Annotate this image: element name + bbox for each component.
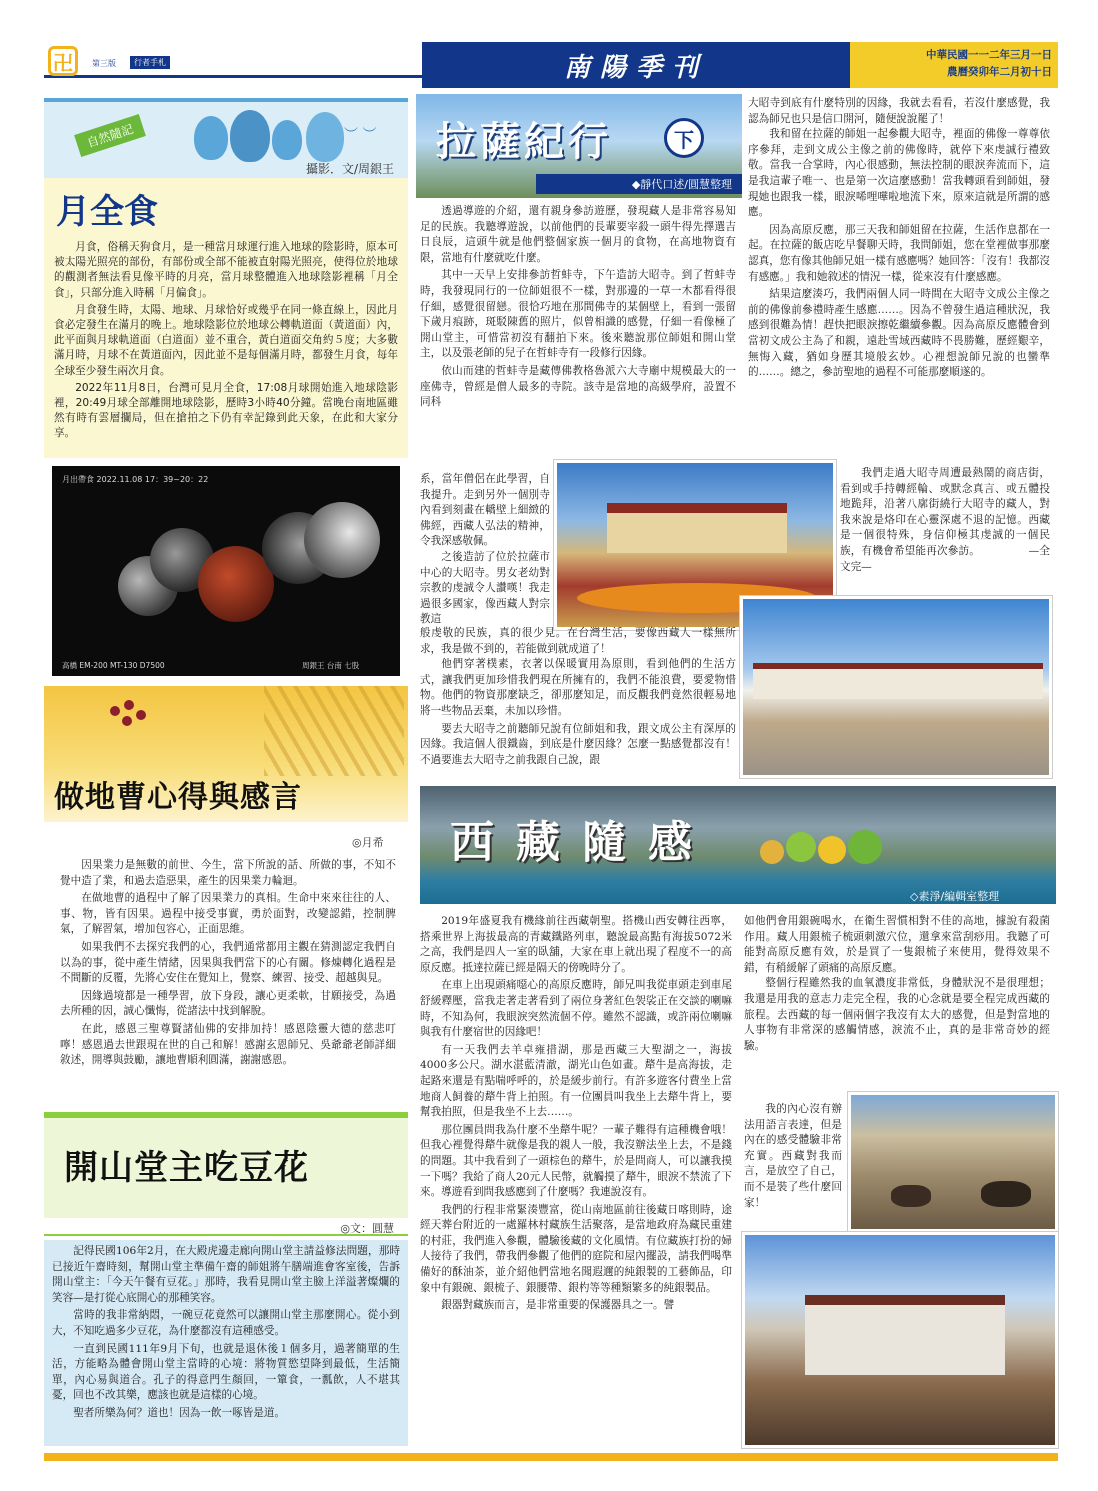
tibet-paragraph: 銀器對藏族而言，是非常重要的保護器具之一。譬 xyxy=(441,1299,675,1312)
yak-figure xyxy=(981,1181,1031,1207)
lhasa-paragraph: 大昭寺到底有什麼特別的因緣，我就去看看，若沒什麼感覺，我認為師兄也只是信口開河，隨便說說罷了！ xyxy=(748,97,1050,125)
tofu-paragraph: 一直到民國111年9月下旬，也就是退休後１個多月，過著簡單的生活，方能略為體會開山堂主當時的心境：將物質慾望降到最低，生活簡單，內心易與道合。孔子的得意門生顏回，一簞食，一瓢飲，人不堪其憂，回也不改其樂，應該也就是這樣的心境。 xyxy=(52,1342,400,1402)
tofu-title: 開山堂主吃豆花 xyxy=(64,1148,309,1188)
eclipse-photo-credit: 周銀王 台南 七股 xyxy=(302,661,360,670)
tibet-paragraph: 那位團員問我為什麼不坐犛牛呢？一輩子難得有這種機會哦！但我心裡覺得犛牛就像是我的親人一般，我沒辦法坐上去，不是錢的問題。其中我看到了一頭棕色的犛牛，於是問商人，可以讓我摸一下嗎？我給了商人20元人民幣，就觸摸了犛牛，眼淚不禁流了下來。導遊看到問我感應到了什麼嗎？我連說沒有。 xyxy=(420,1123,732,1199)
tree-icon xyxy=(230,110,270,162)
lunar-byline: 攝影．文/周銀王 xyxy=(306,162,395,176)
berry-icon xyxy=(136,710,146,720)
yak-figure xyxy=(891,1185,931,1207)
lhasa-part-badge: 下 xyxy=(664,118,704,158)
lhasa-paragraph: 結果這麼湊巧，我們兩個人同一時間在大昭寺文成公主像之前的佛像前參禮時產生感應……。因為不曾發生過這種狀況，我感到很難為情！趕快把眼淚擦乾繼續參觀。因為高原反應體會到當初文成公主為了和親，遠赴雪域西藏時不畏勝難，歷經艱辛，無悔入藏，猶如身歷其境般玄妙。心裡想說師兄說的也蠻準的……。總之，參訪聖地的過程不可能那麼順遂的。 xyxy=(748,288,1050,379)
tree-icon xyxy=(848,830,882,864)
tree-icon xyxy=(306,112,344,162)
lhasa-column-2 xyxy=(748,96,1050,383)
village-photo xyxy=(848,1092,1058,1232)
lhasa-column-1-wrap xyxy=(420,472,550,630)
lhasa-paragraph: 因為高原反應，那三天我和師姐留在拉薩，生活作息都在一起。在拉薩的飯店吃早餐聊天時，我問師姐，您在堂裡做事那麼認真，您有像其他師兄姐一樣有感應嗎？她回答：「沒有！我都沒有感應。」我和她敘述的情況一樣，從來沒有什麼感應。 xyxy=(748,223,1050,283)
masthead-date xyxy=(850,42,1058,88)
lhasa-paragraph: 我們走過大昭寺周遭最熱鬧的商店街，看到或手持轉經輪、或默念真言、或五體投地跪拜，沿著八廓街繞行大昭寺的藏人，對我來說是烙印在心靈深處不退的記憶。西藏是一個很特殊，身信仰極其虔誠的一個民族，有機會希望能再次參訪。 —全文完— xyxy=(840,467,1050,573)
eclipse-photo-equipment: 高橋 EM-200 MT-130 D7500 xyxy=(62,661,165,670)
reflection-paragraph: 在此，感恩三聖尊賢諸仙佛的安排加持！感恩陰靈大德的慈悲叮嚀！感恩過去世跟現在世的自己和解！感謝玄恩師兄、吳爺爺老師詳細敘述，開導與鼓勵，讓地曹順利圓滿，謝謝感恩。 xyxy=(60,1022,396,1067)
tibet-title: 西藏隨感 xyxy=(450,817,714,868)
lhasa-column-1 xyxy=(420,204,736,413)
birds-icon: ︶ ︶ xyxy=(344,127,377,143)
lhasa-title: 拉薩紀行 xyxy=(436,119,612,165)
berry-icon xyxy=(124,700,134,710)
berry-icon xyxy=(122,716,132,726)
swastika-logo-icon: 卍 xyxy=(48,46,78,76)
tree-icon xyxy=(760,840,784,864)
reflection-title: 做地曹心得與感言 xyxy=(54,780,302,815)
masthead-left xyxy=(44,42,422,78)
date-line-lunar: 農曆癸卯年二月初十日 xyxy=(947,66,1052,78)
lhasa-paragraph: 要去大昭寺之前聽師兄說有位師姐和我，跟文成公主有深厚的因緣。我這個人很鐵齒，到底是什麼因緣？怎麼一點感覺都沒有！不過要進去大昭寺之前我跟自己說，跟 xyxy=(420,722,736,766)
tree-icon xyxy=(786,832,816,862)
masthead xyxy=(44,42,1058,88)
lhasa-column-1-cont xyxy=(420,626,736,770)
tofu-banner xyxy=(44,1112,408,1218)
tofu-paragraph: 當時的我非常納悶，一碗豆花竟然可以讓開山堂主那麼開心。從小到大，不知吃過多少豆花，為什麼都沒有這種感受。 xyxy=(52,1309,400,1337)
tofu-body xyxy=(52,1244,400,1424)
eclipse-photo xyxy=(52,466,400,676)
tibet-paragraph: 有一天我們去羊卓雍措湖，那是西藏三大聖湖之一，海拔4000多公尺。湖水湛藍清澈，湖光山色如畫。犛牛是高海拔，走起路來還是有點喘呼呼的，於是緩步前行。有許多遊客付費坐上當地商人飼養的犛牛背上拍照。有一位團員叫我坐上去犛牛背上，要幫我拍照，但是我坐不上去……。 xyxy=(420,1043,732,1119)
lhasa-paragraph: 其中一天早上安排參訪哲蚌寺，下午造訪大昭寺。到了哲蚌寺時，我發現同行的一位師姐很不一樣，對那邊的一草一木都看得很仔細，感覺很留戀。很恰巧地在那間佛寺的某個壁上，看到一張留下歲月痕跡，斑駁陳舊的照片，似曾相識的感覺，仔細一看像極了開山堂主，可惜當初沒有翻拍下來。後來聽說那位師姐和開山堂主，以及張老師的兒子在哲蚌寺有一段修行因緣。 xyxy=(420,269,736,360)
tibet-paragraph: 在車上出現頭痛噁心的高原反應時，師兄叫我從車頭走到車尾舒緩釋壓，當我走著走著看到了兩位身著紅色袈裟正在交談的喇嘛時，不知為何，我眼淚突然流個不停。雖然不認識，或許兩位喇嘛與我有什麼宿世的因緣吧！ xyxy=(420,979,732,1039)
lhasa-column-2-end xyxy=(840,466,1050,577)
reflection-author: ◎月希 xyxy=(352,836,384,849)
date-line-gregorian: 中華民國一一二年三月一日 xyxy=(926,49,1052,61)
berry-icon xyxy=(110,706,120,716)
reflection-paragraph: 因果業力是無數的前世、今生，當下所說的話、所做的事，不知不覺中造了業，和過去造惡果，產生的因果業力輪迴。 xyxy=(60,859,396,887)
nature-notes-tag: 自然隨記 xyxy=(74,114,146,157)
reflection-banner xyxy=(44,686,408,822)
lhasa-paragraph: 之後造訪了位於拉薩市中心的大昭寺。男女老幼對宗教的虔誠令人讚嘆！我走過很多國家，像西藏人對宗教這 xyxy=(420,550,550,626)
reflection-paragraph: 在做地曹的過程中了解了因果業力的真相。生命中來來往往的人、事、物，皆有因果。過程中接受事實，勇於面對，改變認錯，控制脾氣，了解習氣，增加包容心，正面思維。 xyxy=(60,892,396,936)
reflection-body xyxy=(60,858,396,1071)
lhasa-byline: ◆靜代口述/圓慧整理 xyxy=(536,174,742,194)
bottom-border xyxy=(44,1453,1058,1461)
tibet-column-2-wrap xyxy=(744,1102,842,1213)
lhasa-paragraph: 依山而建的哲蚌寺是藏傳佛教格魯派六大寺廟中規模最大的一座佛寺，曾經是僧人最多的寺院。該寺是當地的高級學府，設置不同科 xyxy=(420,364,736,409)
lunar-eclipse-article xyxy=(44,98,408,458)
tree-icon xyxy=(272,120,302,160)
lunar-paragraph: 月食，俗稱天狗食月，是一種當月球運行進入地球的陰影時，原本可被太陽光照亮的部份，有部份或全部不能被直射陽光照亮，使得位於地球的觀測者無法看見像平時的月亮，當月球整體進入地球陰影裡稱「月全食」，只部分進入時稱「月偏食」。 xyxy=(54,241,398,299)
lhasa-paragraph: 他們穿著樸素，衣著以保暖實用為原則，看到他們的生活方式，讓我們更加珍惜我們現在所擁有的，我們不能浪費，要愛物惜物。他們的物資那麼缺乏，卻那麼知足，而反觀我們竟然很輕易地將一些物品丟棄，未加以珍惜。 xyxy=(420,658,736,717)
building-row xyxy=(753,663,1043,699)
tofu-paragraph: 記得民國106年2月，在大殿虎邊走廊向開山堂主請益修法問題，那時已接近午齋時刻，幫開山堂主準備午齋的師姐將午膳端進會客室後，告訴開山堂主：「今天午餐有豆花。」那時，我看見開山堂主臉上洋溢著燦爛的笑容—是打從心底開心的那種笑容。 xyxy=(52,1245,400,1304)
nature-notes-banner xyxy=(44,102,408,178)
edition-label: 第三版 xyxy=(92,59,116,68)
reflection-paragraph: 如果我們不去探究我們的心，我們通常都用主觀在猜測認定我們自以為的事，從中產生情緒，因果與我們當下的心有關。修煉轉化過程是不間斷的反覆，先將心安住在覺知上，覺察、練習、接受、超越與見。 xyxy=(60,940,396,985)
tibet-paragraph: 我的內心沒有辦法用語言表達，但是內在的感受體驗非常充實。西藏對我而言，是放空了自己，而不是裝了些什麼回家！ xyxy=(744,1103,842,1209)
tree-icon xyxy=(818,836,846,864)
moon-phase-icon xyxy=(304,502,380,578)
tibet-byline: ◇素淨/編輯室整理 xyxy=(910,890,1000,903)
temple-building xyxy=(607,503,787,553)
tibet-column-1 xyxy=(420,914,732,1316)
lhasa-paragraph: 系，當年僧侶在此學習，自我提升。走到另外一個別寺內看到刻畫在轎壁上細緻的佛經，西藏人弘法的精神，令我深感敬佩。 xyxy=(420,473,550,548)
lunar-body xyxy=(54,240,398,444)
tibetan-house-photo xyxy=(742,1232,1058,1448)
tibet-paragraph: 如他們會用銀碗喝水，在衛生習慣相對不佳的高地，據說有殺菌作用。藏人用銀梳子梳頭刺激穴位，還拿來當刮痧用。我聽了可能對高原反應有效，於是買了一隻銀梳子來使用，覺得效果不錯，有稍緩解了頭痛的高原反應。 xyxy=(744,915,1050,974)
tree-icon xyxy=(194,116,228,160)
tofu-paragraph: 聖者所樂為何？道也！因為一飲一啄皆是道。 xyxy=(73,1406,286,1419)
lhasa-banner xyxy=(416,94,742,198)
eclipse-photo-caption: 月出帶食 2022.11.08 17：39~20：22 xyxy=(62,475,209,484)
tofu-body-box xyxy=(44,1240,408,1446)
lhasa-paragraph: 般虔敬的民族，真的很少見。在台灣生活，要像西藏人一樣無所求，我是做不到的，若能做到就成道了！ xyxy=(420,627,736,655)
lunar-paragraph: 月食發生時，太陽、地球、月球恰好或幾乎在同一條直線上，因此月食必定發生在滿月的晚上。地球陰影位於地球公轉軌道面（黃道面）內，此平面與月球軌道面（白道面）並不重合，黃白道面交角約５度；大多數滿月時，月球不在黃道面內，因此並不是每個滿月時，都發生月食，每年全球至少發生兩次月食。 xyxy=(54,303,398,377)
wheat-decoration xyxy=(264,686,404,776)
tofu-author-bar xyxy=(44,1218,408,1236)
tibet-paragraph: 整個行程雖然我的血氧濃度非常低，身體狀況不是很理想；我還是用我的意志力走完全程，我的心念就是要全程完成西藏的旅程。去西藏的每一個兩個字我沒有太大的感覺，但是對當地的人事物有非常深的感觸情感，淚流不止，真的是非常奇妙的經驗。 xyxy=(744,977,1050,1052)
tofu-author: ◎文：圓慧 xyxy=(340,1222,394,1235)
lhasa-paragraph: 透過導遊的介紹，還有親身參訪遊歷，發現藏人是非常容易知足的民族。我聽導遊說，以前他們的長輩要宰殺一頭牛得先擇選吉日良辰，這頭牛就是他們整個家族一個月的食物，在高地物資有限，當地有什麼就吃什麼。 xyxy=(420,205,736,264)
lunar-paragraph: 2022年11月8日，台灣可見月全食，17:08月球開始進入地球陰影裡，20:49月球全部離開地球陰影，歷時3小時40分鐘。當晚台南地區雖然有時有雲層攔局，但在搶拍之下仍有幸記錄到此天象，在此和大家分享。 xyxy=(54,381,398,440)
jokhang-square-photo xyxy=(740,596,1052,778)
reflection-paragraph: 因緣過境都是一種學習，放下身段，讓心更柔軟，甘願接受，為過去所種的因，誠心懺悔，從諸法中找到解脫。 xyxy=(60,989,396,1018)
masthead-title: 南陽季刊 xyxy=(422,42,850,88)
tibet-paragraph: 我們的行程非常緊湊豐富，從山南地區前往後藏日喀則時，途經天葬台附近的一處羅林村藏族生活聚落，是當地政府為藏民重建的村莊，我們進入參觀，體驗後藏的文化風情。有位藏族打扮的婦人接待了我們，帶我們參觀了他們的庭院和屋內擺設，請我們喝準備好的酥油茶，並介紹他們當地名聞遐邇的純銀製的工藝飾品，印象中有銀碗、銀梳子、銀腰帶、銀杓等等種類繁多的純銀製品。 xyxy=(420,1203,732,1294)
lunar-title: 月全食 xyxy=(56,192,158,232)
tibet-paragraph: 2019年盛夏我有機緣前往西藏朝聖。搭機山西安轉往西寧，搭乘世界上海拔最高的青藏鐵路列車，聽說最高點有海拔5072米之高，我們是四人一室的臥舖，大家在車上就出現了程度不一的高原反應。抵達拉薩已經是隔天的傍晚時分了。 xyxy=(420,915,732,974)
tibet-column-2 xyxy=(744,914,1050,1056)
tibet-banner xyxy=(420,786,1056,904)
house-facade xyxy=(805,1295,1005,1375)
lhasa-paragraph: 我和留在拉薩的師姐一起參觀大昭寺，裡面的佛像一尊尊依序參拜，走到文成公主像之前的佛像時，就停下來虔誠行禮致敬。當我一合掌時，內心很感動，無法控制的眼淚奔流而下，這是我這輩子唯一、也是第一次這麼感動！當我轉頭看到師姐，發現她也跟我一樣，眼淚唏哩嘩啦地流下來，原來這就是所謂的感應。 xyxy=(748,128,1050,219)
section-badge: 行者手札 xyxy=(130,56,170,69)
